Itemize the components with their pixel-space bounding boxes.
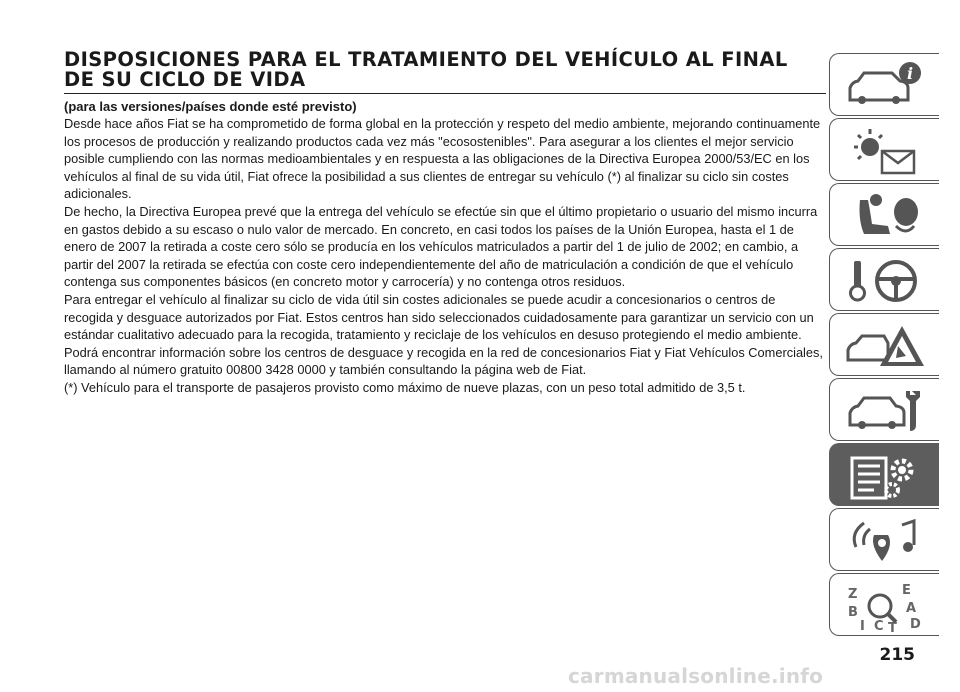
car-service-icon <box>844 385 928 437</box>
index-icon <box>844 580 928 632</box>
index-letter-b: B <box>848 605 858 620</box>
emergency-triangle-icon <box>844 320 928 372</box>
tab-starting-driving[interactable] <box>829 248 939 311</box>
seat-airbag-icon <box>844 190 928 242</box>
footnote: (*) Vehículo para el transporte de pasajeros provisto como máximo de nueve plazas, con un peso total admitido de 3,5 t. <box>64 379 746 395</box>
car-info-icon <box>844 60 928 112</box>
tab-safety[interactable] <box>829 183 939 246</box>
index-letter-a: A <box>906 601 917 616</box>
warning-lights-icon <box>844 125 928 177</box>
tab-index[interactable] <box>829 573 939 636</box>
section-subtitle: (para las versiones/países donde esté previsto) <box>64 99 357 114</box>
tab-multimedia[interactable] <box>829 508 939 571</box>
paragraph-2: De hecho, la Directiva Europea prevé que la entrega del vehículo se efectúe sin que el último propietario o usuario del mismo incurra en gastos debido a su escaso o nulo valor de mercado. En concreto, en casi todos los países de la Unión Europea, hasta el 1 de enero de 2007 la retirada a coste cero sólo se producía en los vehículos matriculados a partir del 1 de julio de 2002; en cambio, a partir del 2007 la retirada se efectúa con coste cero independientemente del año de matriculación a condición de que el vehículo contenga sus componentes básicos (en concreto motor y carrocería) y no contenga otros residuos. <box>64 203 818 290</box>
svg-text:i: i <box>906 64 914 83</box>
index-letter-d: D <box>910 617 921 632</box>
technical-data-icon <box>844 450 928 502</box>
title-line-1: DISPOSICIONES PARA EL TRATAMIENTO DEL VEHÍCULO AL FINAL <box>64 48 788 71</box>
page-title <box>64 50 826 90</box>
paragraph-4: Podrá encontrar información sobre los centros de desguace y recogida en la red de concesionarios Fiat y Fiat Vehículos Comerciales, llamando al número gratuito 00800 3428 0000 y también consultando la página web de Fiat. <box>64 344 823 378</box>
tab-technical-data[interactable] <box>829 443 939 506</box>
tab-car-info[interactable] <box>829 53 939 116</box>
tab-maintenance[interactable] <box>829 378 939 441</box>
tab-emergency[interactable] <box>829 313 939 376</box>
page-number: 215 <box>879 645 915 665</box>
index-letter-z: Z <box>848 587 858 602</box>
tab-warning-lights[interactable] <box>829 118 939 181</box>
index-letter-t: T <box>888 621 897 632</box>
index-letter-i: I <box>860 619 865 632</box>
title-line-2: DE SU CICLO DE VIDA <box>64 68 306 91</box>
steering-wheel-key-icon <box>844 255 928 307</box>
multimedia-icon <box>844 515 928 567</box>
index-letter-c: C <box>874 619 884 632</box>
watermark: carmanualsonline.info <box>568 664 824 688</box>
title-divider <box>64 93 826 94</box>
paragraph-3: Para entregar el vehículo al finalizar su ciclo de vida útil sin costes adicionales se puede acudir a concesionarios o centros de recogida y desguace autorizados por Fiat. Estos centros han sido seleccionados cuidadosamente para garantizar un servicio con un estándar cualitativo adecuado para la recogida, tratamiento y reciclaje de los vehículos en desuso protegiendo el medio ambiente. <box>64 291 814 343</box>
index-letter-e: E <box>902 583 911 598</box>
main-content <box>64 50 826 397</box>
chapter-sidebar <box>829 53 939 638</box>
paragraph-1: Desde hace años Fiat se ha comprometido de forma global en la protección y respeto del medio ambiente, mejorando continuamente los procesos de producción y realizando productos cada vez más "ecosostenibles". Para asegurar a los clientes el mejor servicio posible cumpliendo con las normas medioambientales y en respuesta a las obligaciones de la Directiva Europea 2000/53/EC en los vehículos al final de su vida útil, Fiat ofrece la posibilidad a sus clientes de entregar su vehículo (*) al finalizar su ciclo sin costes adicionales. <box>64 116 821 202</box>
